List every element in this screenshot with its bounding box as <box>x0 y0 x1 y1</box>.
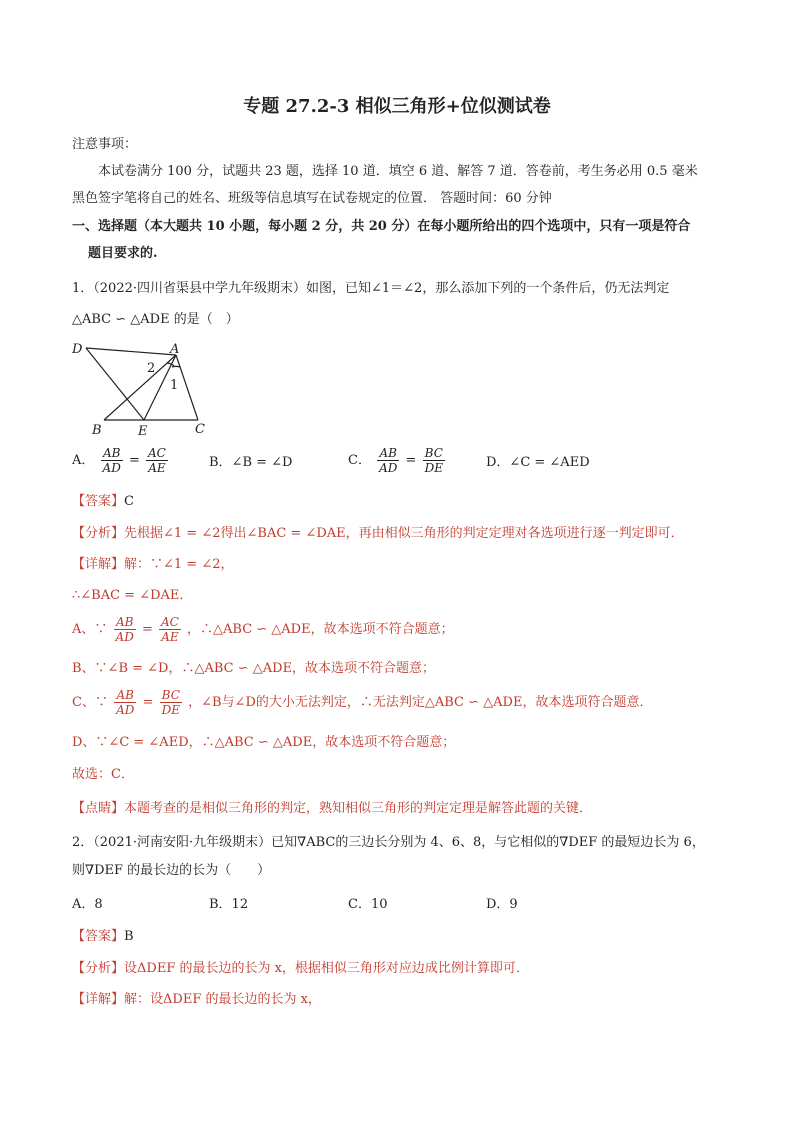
figure-label-b: B <box>92 423 102 438</box>
q1-stem-line-1: 1．（2022·四川省渠县中学九年级期末）如图，已知∠1＝∠2，那么添加下列的一个条件后，仍无法判定 <box>72 281 670 296</box>
fraction-denominator: AD <box>379 461 398 475</box>
figure-segment-de <box>86 348 144 420</box>
q2-answer <box>72 928 134 946</box>
q1-step-b: B、∵∠B = ∠D，∴△ABC ∽ △ADE，故本选项不符合题意； <box>72 661 436 676</box>
step-a-fraction-1 <box>114 615 136 644</box>
equals-sign: = <box>405 453 417 468</box>
answer-tag: 【答案】 <box>72 929 125 944</box>
answer-value: C <box>124 494 134 509</box>
analysis-text: 先根据∠1 = ∠2得出∠BAC = ∠DAE，再由相似三角形的判定定理对各选项进行逐一判定即可． <box>124 526 684 541</box>
fraction-numerator: AB <box>114 688 136 703</box>
figure-segment-da <box>86 348 176 355</box>
q1-stem-line-2: △ABC ∽ △ADE 的是（ ） <box>72 312 239 327</box>
figure-segment-ac <box>176 355 198 420</box>
figure-label-a: A <box>170 342 180 357</box>
q1-option-c-prefix: C． <box>348 453 371 468</box>
figure-label-c: C <box>195 422 205 437</box>
q2-option-c: C．10 <box>348 897 388 912</box>
fraction-denominator: DE <box>161 703 180 717</box>
step-suffix: ，∴△ABC ∽ △ADE，故本选项不符合题意； <box>187 622 454 637</box>
equals-sign: = <box>128 453 140 468</box>
q1-step-1: ∴∠BAC = ∠DAE． <box>72 588 193 603</box>
fraction-numerator: AC <box>161 615 179 629</box>
step-prefix: A、∵ <box>72 622 108 637</box>
fraction-numerator: AB <box>114 615 136 630</box>
answer-tag: 【答案】 <box>72 494 125 509</box>
fraction-numerator: AC <box>148 446 166 460</box>
page-title: 专题 27.2-3 相似三角形+位似测试卷 <box>243 96 551 117</box>
q2-option-b: B．12 <box>209 897 249 912</box>
fraction-denominator: AD <box>102 461 121 475</box>
answer-value: B <box>124 929 134 944</box>
q1-option-a-fraction-1 <box>101 446 123 475</box>
step-prefix: C、∵ <box>72 695 108 710</box>
q1-answer <box>72 493 134 511</box>
notice-heading: 注意事项： <box>72 137 138 152</box>
q2-detail <box>72 991 321 1009</box>
section-heading-line-2: 题目要求的. <box>88 246 158 261</box>
q1-step-a <box>72 615 454 644</box>
figure-label-angle-1: 1 <box>170 378 179 393</box>
figure-label-angle-2: 2 <box>147 361 156 376</box>
detail-tag: 【详解】 <box>72 992 125 1007</box>
q2-stem-line-1: 2．（2021·河南安阳·九年级期末）已知∇ABC的三边长分别为 4、6、8，与它相似的∇DEF 的最短边长为 6， <box>72 835 705 850</box>
step-c-fraction-1 <box>114 688 136 717</box>
q1-option-a-prefix: A． <box>72 453 95 468</box>
q1-choose: 故选：C． <box>72 767 134 782</box>
fraction-denominator: AE <box>161 630 179 644</box>
q1-option-c <box>348 446 447 475</box>
q2-stem-line-2: 则∇DEF 的最长边的长为（ ） <box>72 863 271 878</box>
fraction-numerator: AB <box>377 446 399 461</box>
fraction-numerator: AB <box>101 446 123 461</box>
analysis-tag: 【分析】 <box>72 961 125 976</box>
analysis-tag: 【分析】 <box>72 526 125 541</box>
detail-text: 解：∵∠1 = ∠2， <box>124 557 234 572</box>
q2-analysis <box>72 960 529 978</box>
analysis-text: 设ΔDEF 的最长边的长为 x，根据相似三角形对应边成比例计算即可． <box>124 961 529 976</box>
q1-option-c-fraction-1 <box>377 446 399 475</box>
step-a-fraction-2 <box>159 615 181 644</box>
equals-sign: = <box>142 695 154 710</box>
q1-option-a-fraction-2 <box>146 446 168 475</box>
fraction-denominator: AD <box>115 630 134 644</box>
comment-tag: 【点睛】 <box>72 801 125 816</box>
q2-option-a: A．8 <box>72 897 103 912</box>
fraction-denominator: AE <box>148 461 166 475</box>
detail-text: 解：设ΔDEF 的最长边的长为 x， <box>124 992 321 1007</box>
detail-tag: 【详解】 <box>72 557 125 572</box>
fraction-numerator: BC <box>160 688 182 703</box>
q1-option-a <box>72 446 170 475</box>
section-heading-line-1: 一、选择题（本大题共 10 小题，每小题 2 分，共 20 分）在每小题所给出的四个选项中，只有一项是符合 <box>72 219 691 234</box>
q1-option-b: B．∠B = ∠D <box>209 455 293 470</box>
q2-option-d: D．9 <box>486 897 518 912</box>
fraction-numerator: BC <box>423 446 445 461</box>
step-suffix: ，∠B与∠D的大小无法判定，∴无法判定△ABC ∽ △ADE，故本选项符合题意． <box>188 695 653 710</box>
q1-geometry-figure <box>66 336 216 440</box>
fraction-denominator: DE <box>424 461 443 475</box>
q1-option-c-fraction-2 <box>423 446 445 475</box>
q1-comment <box>72 800 592 818</box>
q1-detail <box>72 556 234 574</box>
q1-option-d: D．∠C = ∠AED <box>486 455 590 470</box>
q1-analysis <box>72 525 684 543</box>
figure-label-e: E <box>138 424 148 439</box>
figure-angle-arc-1 <box>172 366 180 367</box>
figure-label-d: D <box>72 342 83 357</box>
notice-line-2: 黑色签字笔将自己的姓名、班级等信息填写在试卷规定的位置． 答题时间：60 分钟 <box>72 191 552 206</box>
fraction-denominator: AD <box>116 703 135 717</box>
q1-step-d: D、∵∠C = ∠AED，∴△ABC ∽ △ADE，故本选项不符合题意； <box>72 735 456 750</box>
figure-segment-ab <box>104 355 179 420</box>
step-c-fraction-2 <box>160 688 182 717</box>
equals-sign: = <box>141 622 153 637</box>
q1-step-c <box>72 688 652 717</box>
notice-line-1: 本试卷满分 100 分，试题共 23 题，选择 10 道．填空 6 道、解答 7 道．答卷前，考生务必用 0.5 毫米 <box>98 164 698 179</box>
comment-text: 本题考查的是相似三角形的判定，熟知相似三角形的判定定理是解答此题的关键． <box>124 801 593 816</box>
